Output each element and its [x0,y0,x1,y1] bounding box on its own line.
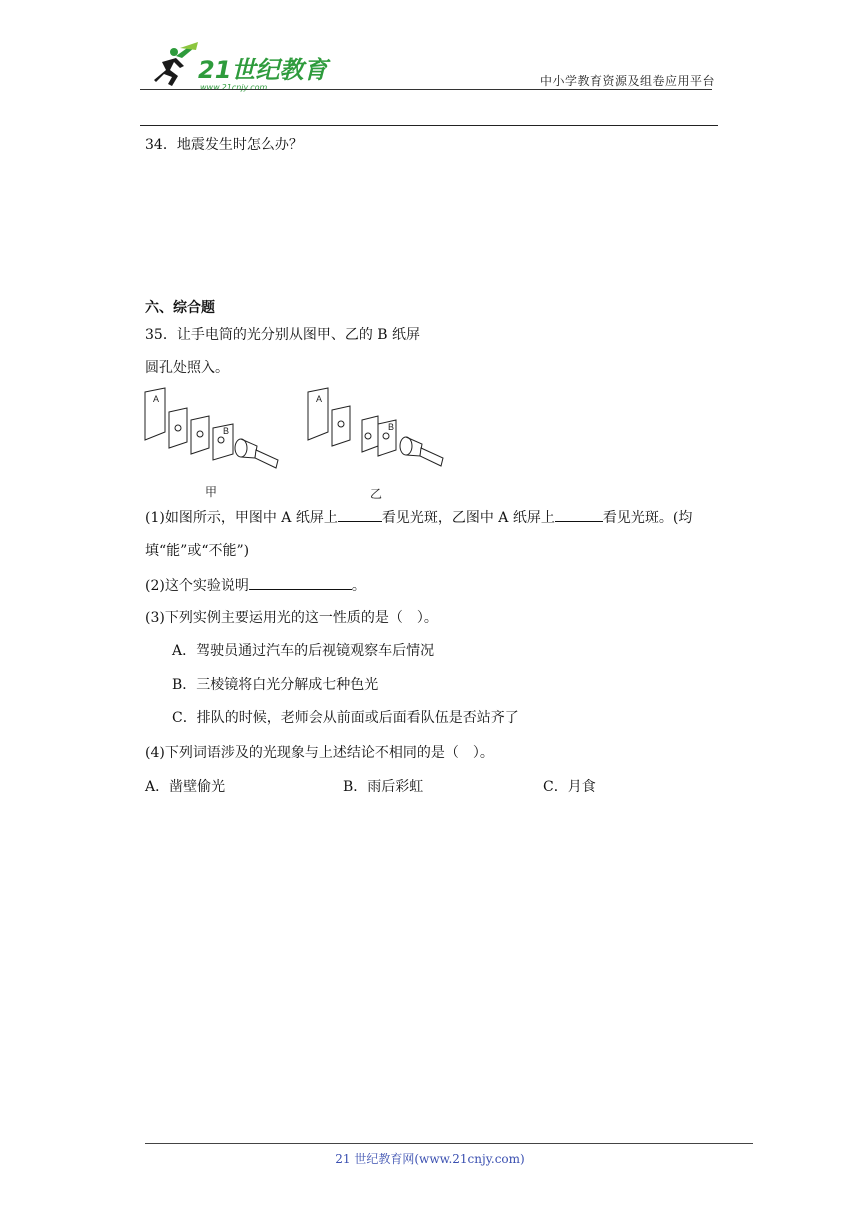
section-6-title: 六、综合题 [145,300,215,316]
svg-text:A: A [153,394,160,404]
answer-blank-3[interactable] [249,575,352,590]
part1-line1 [145,507,692,528]
site-logo [140,40,328,96]
logo-text: 21世纪教育 [198,56,328,84]
answer-blank-2[interactable] [555,507,603,522]
figure-yi-label: 乙 [370,487,383,501]
part2-text-b: 。 [351,578,366,594]
platform-title: 中小学教育资源及组卷应用平台 [540,74,716,88]
figure-yi-illustration [302,384,447,474]
answer-blank-1[interactable] [338,507,382,522]
part1-text-c: 看见光斑。(均 [602,510,693,526]
logo-url-text: www.21cnjy.com [200,83,268,92]
part1-text-b: 看见光斑，乙图中 A 纸屏上 [381,510,555,526]
part2 [145,575,366,596]
svg-text:B: B [388,422,395,432]
part2-text-a: (2)这个实验说明 [145,578,249,594]
runner-icon [154,42,198,86]
header-divider [140,89,712,90]
part4-stem: (4)下列词语涉及的光现象与上述结论不相同的是（ ）。 [145,745,494,761]
footer-text[interactable]: 21 世纪教育网(www.21cnjy.com) [335,1152,525,1166]
question-35-stem-line2: 圆孔处照入。 [145,360,229,376]
part4-option-a[interactable]: A．凿壁偷光 [145,779,226,795]
question-35-stem-line1: 35．让手电筒的光分别从图甲、乙的 B 纸屏 [145,327,421,343]
part1-text-a: (1)如图所示，甲图中 A 纸屏上 [145,510,338,526]
part3-option-a[interactable]: A．驾驶员通过汽车的后视镜观察车后情况 [172,643,435,659]
question-34: 34．地震发生时怎么办？ [145,137,303,153]
part3-stem: (3)下列实例主要运用光的这一性质的是（ ）。 [145,610,438,626]
figure-jia-label: 甲 [205,485,218,499]
page-top-divider [140,125,718,126]
svg-text:A: A [316,394,323,404]
figure-jia-illustration [143,384,288,474]
footer-divider [145,1143,753,1144]
svg-text:B: B [223,426,230,436]
part1-line2: 填“能”或“不能”) [145,543,250,559]
part4-option-b[interactable]: B．雨后彩虹 [343,779,424,795]
part3-option-b[interactable]: B．三棱镜将白光分解成七种色光 [172,677,379,693]
part4-option-c[interactable]: C．月食 [543,779,596,795]
part3-option-c[interactable]: C．排队的时候，老师会从前面或后面看队伍是否站齐了 [172,710,519,726]
